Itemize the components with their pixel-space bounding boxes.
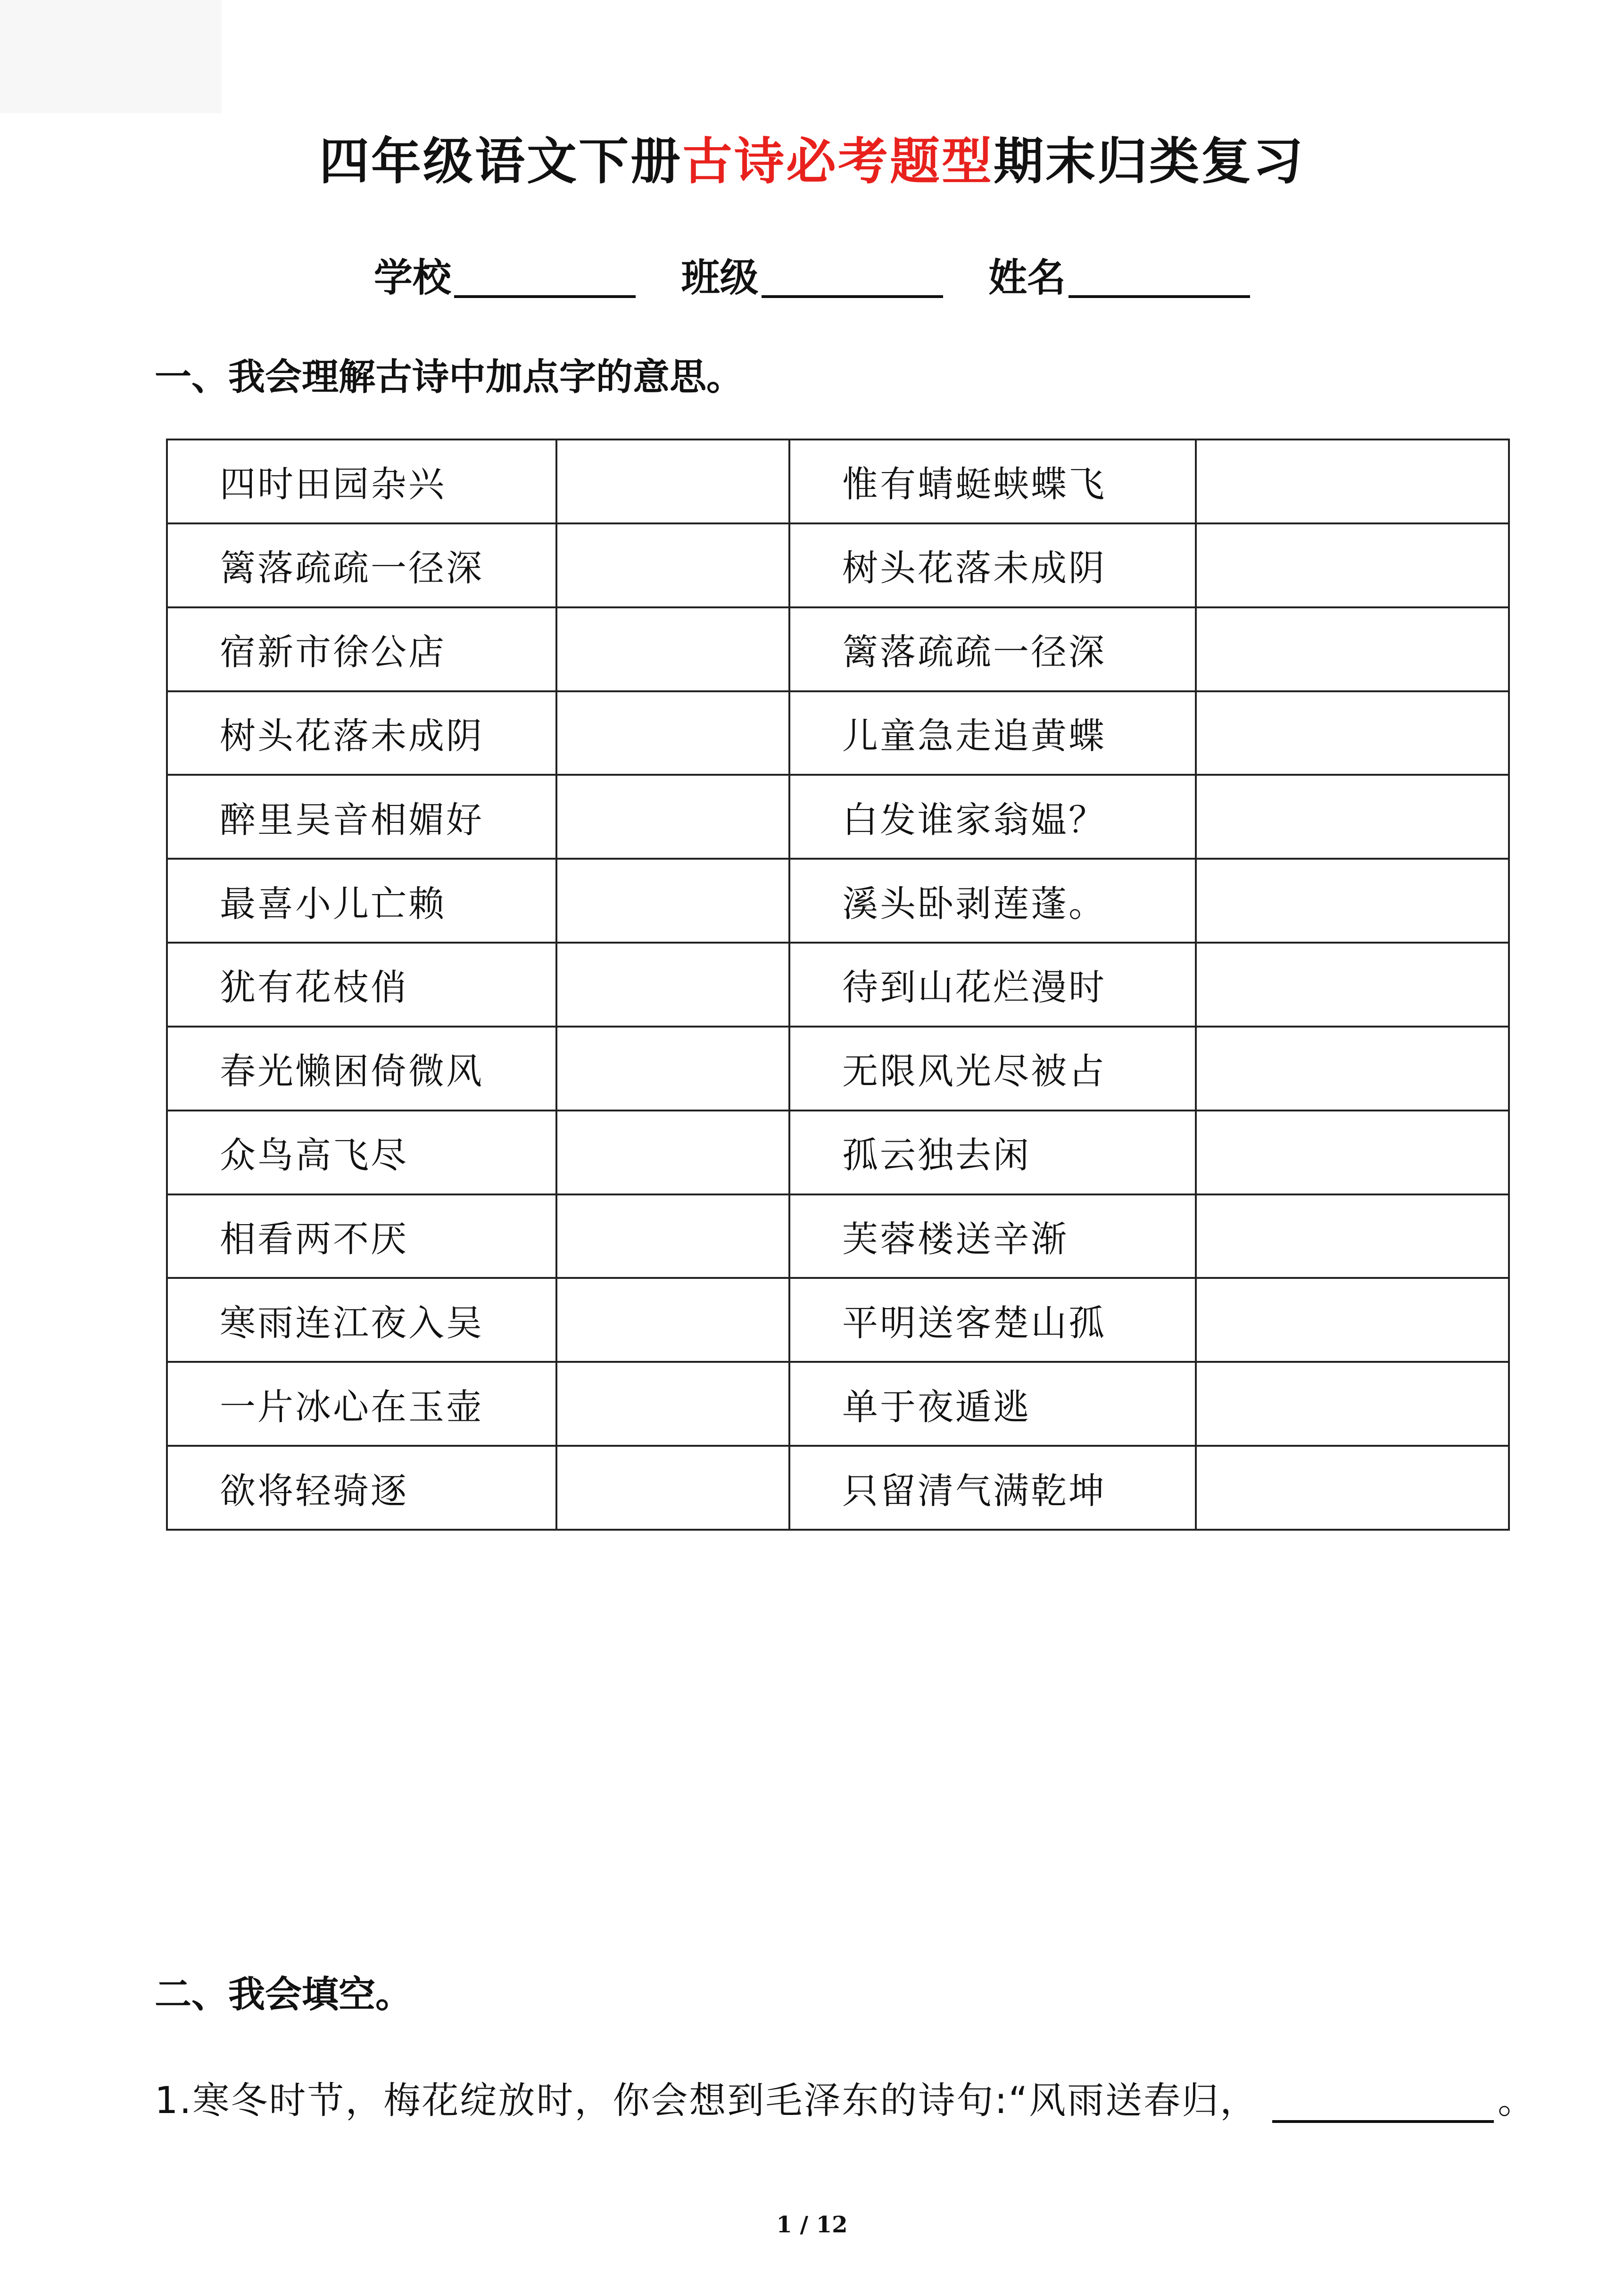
left-answer-cell[interactable] — [556, 775, 789, 859]
left-answer-cell[interactable] — [556, 1446, 789, 1530]
left-phrase-cell: 相看两不厌 — [167, 1194, 556, 1278]
left-answer-cell[interactable] — [556, 859, 789, 943]
right-answer-cell[interactable] — [1196, 1111, 1509, 1194]
left-answer-cell[interactable] — [556, 1027, 789, 1111]
right-answer-cell[interactable] — [1196, 1027, 1509, 1111]
left-phrase-cell: 众鸟高飞尽 — [167, 1111, 556, 1194]
fill-question-text: 1.寒冬时节，梅花绽放时，你会想到毛泽东的诗句:“风雨送春归， — [155, 2080, 1259, 2122]
name-field — [988, 250, 1250, 307]
right-answer-cell[interactable] — [1196, 1446, 1509, 1530]
left-answer-cell[interactable] — [556, 1111, 789, 1194]
right-phrase-cell: 无限风光尽被占 — [789, 1027, 1196, 1111]
left-phrase-cell: 春光懒困倚微风 — [167, 1027, 556, 1111]
right-phrase-cell: 树头花落未成阴 — [789, 523, 1196, 607]
right-answer-cell[interactable] — [1196, 1362, 1509, 1446]
right-answer-cell[interactable] — [1196, 607, 1509, 691]
table-row — [167, 775, 1509, 859]
corner-mark — [0, 0, 222, 113]
right-answer-cell[interactable] — [1196, 439, 1509, 523]
left-phrase-cell: 一片冰心在玉壶 — [167, 1362, 556, 1446]
table-row — [167, 691, 1509, 775]
table-row — [167, 859, 1509, 943]
school-field — [374, 250, 636, 307]
right-answer-cell[interactable] — [1196, 691, 1509, 775]
right-phrase-cell: 儿童急走追黄蝶 — [789, 691, 1196, 775]
fill-question-1 — [155, 2075, 1536, 2127]
table-row — [167, 607, 1509, 691]
section-2-title: 二、我会填空。 — [155, 1973, 413, 2016]
table-row — [167, 1194, 1509, 1278]
right-phrase-cell: 惟有蜻蜓蛱蝶飞 — [789, 439, 1196, 523]
left-phrase-cell: 树头花落未成阴 — [167, 691, 556, 775]
table-row — [167, 1111, 1509, 1194]
left-answer-cell[interactable] — [556, 607, 789, 691]
left-phrase-cell: 醉里吴音相媚好 — [167, 775, 556, 859]
left-answer-cell[interactable] — [556, 523, 789, 607]
class-label: 班级 — [681, 256, 759, 300]
right-answer-cell[interactable] — [1196, 1194, 1509, 1278]
right-phrase-cell: 孤云独去闲 — [789, 1111, 1196, 1194]
class-field — [681, 250, 943, 307]
vocab-table — [166, 439, 1510, 1531]
name-label: 姓名 — [988, 256, 1066, 300]
name-blank[interactable] — [1069, 250, 1250, 298]
fill-blank[interactable] — [1272, 2075, 1494, 2123]
left-phrase-cell: 四时田园杂兴 — [167, 439, 556, 523]
fill-question-end: 。 — [1498, 2080, 1536, 2122]
title-prefix: 四年级语文下册 — [319, 133, 682, 191]
left-phrase-cell: 犹有花枝俏 — [167, 943, 556, 1027]
right-answer-cell[interactable] — [1196, 523, 1509, 607]
table-row — [167, 1362, 1509, 1446]
right-phrase-cell: 单于夜遁逃 — [789, 1362, 1196, 1446]
table-row — [167, 1027, 1509, 1111]
left-answer-cell[interactable] — [556, 1278, 789, 1362]
right-answer-cell[interactable] — [1196, 1278, 1509, 1362]
right-answer-cell[interactable] — [1196, 943, 1509, 1027]
right-phrase-cell: 芙蓉楼送辛渐 — [789, 1194, 1196, 1278]
table-row — [167, 439, 1509, 523]
left-phrase-cell: 篱落疏疏一径深 — [167, 523, 556, 607]
left-phrase-cell: 寒雨连江夜入吴 — [167, 1278, 556, 1362]
left-answer-cell[interactable] — [556, 1194, 789, 1278]
left-answer-cell[interactable] — [556, 943, 789, 1027]
section-1-title: 一、我会理解古诗中加点字的意思。 — [155, 356, 744, 398]
right-answer-cell[interactable] — [1196, 859, 1509, 943]
title-highlight: 古诗必考题型 — [682, 133, 994, 191]
class-blank[interactable] — [762, 250, 943, 298]
right-phrase-cell: 平明送客楚山孤 — [789, 1278, 1196, 1362]
left-answer-cell[interactable] — [556, 691, 789, 775]
right-phrase-cell: 溪头卧剥莲蓬。 — [789, 859, 1196, 943]
left-phrase-cell: 欲将轻骑逐 — [167, 1446, 556, 1530]
right-answer-cell[interactable] — [1196, 775, 1509, 859]
table-row — [167, 1278, 1509, 1362]
right-phrase-cell: 篱落疏疏一径深 — [789, 607, 1196, 691]
left-phrase-cell: 宿新市徐公店 — [167, 607, 556, 691]
left-answer-cell[interactable] — [556, 439, 789, 523]
table-row — [167, 943, 1509, 1027]
left-answer-cell[interactable] — [556, 1362, 789, 1446]
page-title — [0, 126, 1624, 197]
table-row — [167, 1446, 1509, 1530]
school-blank[interactable] — [454, 250, 636, 298]
right-phrase-cell: 待到山花烂漫时 — [789, 943, 1196, 1027]
school-label: 学校 — [373, 256, 451, 300]
student-info — [0, 250, 1624, 307]
right-phrase-cell: 只留清气满乾坤 — [789, 1446, 1196, 1530]
right-phrase-cell: 白发谁家翁媪？ — [789, 775, 1196, 859]
page-number: 1 / 12 — [776, 2212, 848, 2238]
left-phrase-cell: 最喜小儿亡赖 — [167, 859, 556, 943]
title-suffix: 期末归类复习 — [994, 133, 1305, 191]
table-row — [167, 523, 1509, 607]
